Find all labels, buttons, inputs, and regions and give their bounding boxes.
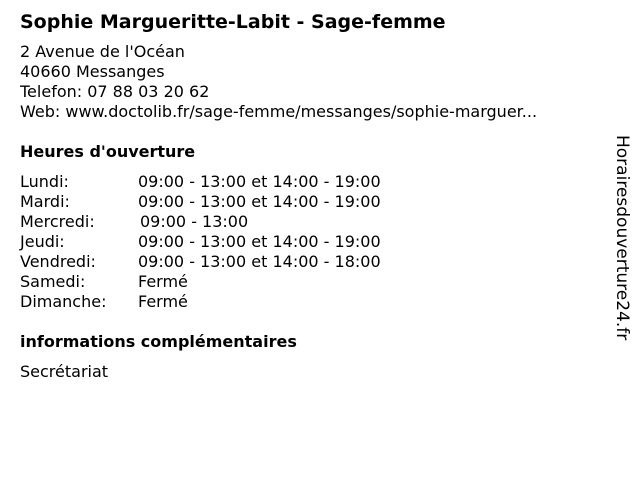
additional-info-text: Secrétariat [20,362,109,381]
hours-day: Samedi: [20,272,86,291]
address-street: 2 Avenue de l'Océan [20,42,185,61]
hours-row-mardi [20,192,605,212]
opening-hours-table [20,172,605,312]
hours-day: Vendredi: [20,252,96,271]
site-watermark-text: Horairesdouverture24.fr [612,135,632,341]
hours-row-lundi [20,172,605,192]
hours-time: Fermé [138,292,188,311]
hours-row-dimanche [20,292,605,312]
hours-row-samedi [20,272,605,292]
hours-time: 09:00 - 13:00 et 14:00 - 18:00 [138,252,381,271]
hours-time: Fermé [138,272,188,291]
hours-day: Mardi: [20,192,70,211]
hours-time: 09:00 - 13:00 et 14:00 - 19:00 [138,172,381,191]
site-watermark [612,135,632,375]
address-city: 40660 Messanges [20,62,165,81]
business-card [20,10,605,382]
business-title: Sophie Margueritte-Labit - Sage-femme [20,11,446,33]
hours-time: 09:00 - 13:00 et 14:00 - 19:00 [138,232,381,251]
hours-row-jeudi [20,232,605,252]
opening-hours-heading: Heures d'ouverture [20,142,196,161]
hours-time: 09:00 - 13:00 [140,212,249,231]
hours-day: Mercredi: [20,212,95,231]
hours-row-vendredi [20,252,605,272]
hours-time: 09:00 - 13:00 et 14:00 - 19:00 [138,192,381,211]
phone-number[interactable]: Telefon: 07 88 03 20 62 [20,82,210,101]
hours-day: Dimanche: [20,292,107,311]
additional-info-heading: informations complémentaires [20,332,297,351]
website-link[interactable]: Web: www.doctolib.fr/sage-femme/messanges/sophie-marguer... [20,102,538,121]
hours-day: Jeudi: [20,232,65,251]
hours-row-mercredi [20,212,605,232]
hours-day: Lundi: [20,172,69,191]
